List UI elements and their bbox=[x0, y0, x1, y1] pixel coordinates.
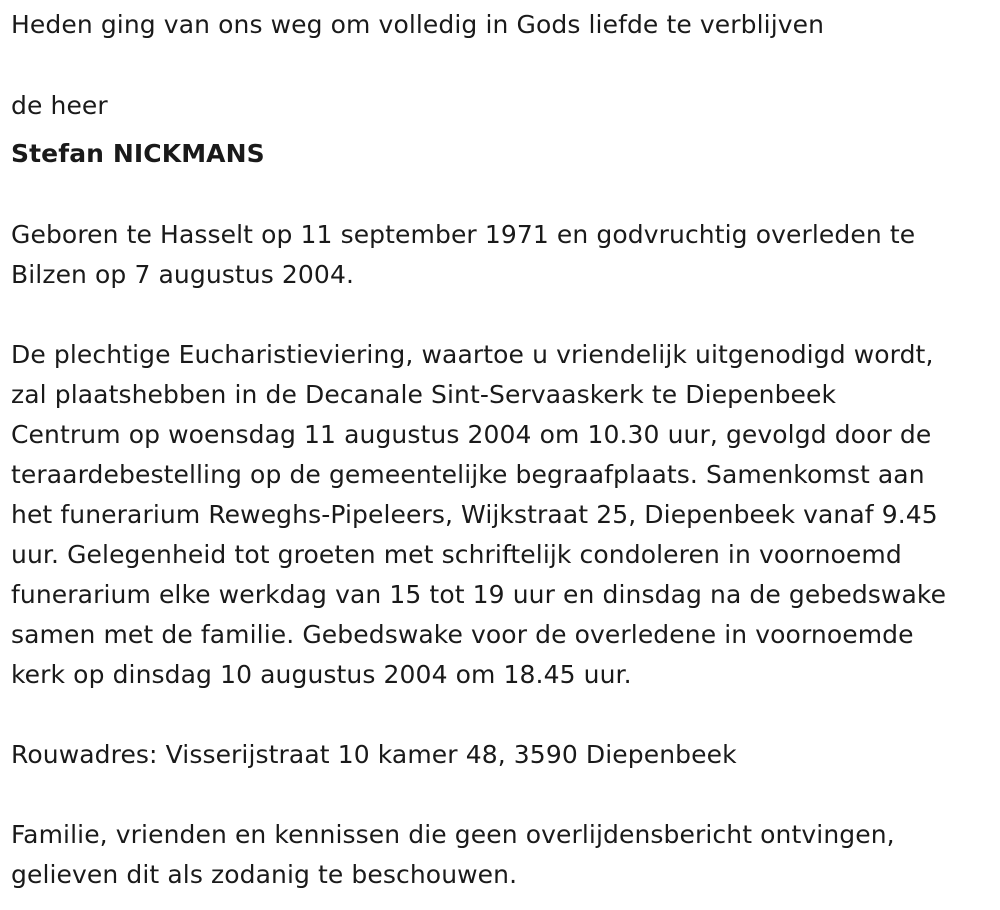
intro-text: Heden ging van ons weg om volledig in Gods liefde te verblijven bbox=[11, 10, 825, 39]
ceremony-line-1: De plechtige Eucharistieviering, waartoe u vriendelijk uitgenodigd wordt, bbox=[11, 340, 934, 369]
closing-line-1: Familie, vrienden en kennissen die geen overlijdensbericht ontvingen, bbox=[11, 820, 895, 849]
ceremony-line-5: het funerarium Reweghs-Pipeleers, Wijkstraat 25, Diepenbeek vanaf 9.45 bbox=[11, 500, 938, 529]
ceremony-line-6: uur. Gelegenheid tot groeten met schriftelijk condoleren in voornoemd bbox=[11, 540, 902, 569]
deceased-name: Stefan NICKMANS bbox=[11, 139, 265, 168]
mourning-address: Rouwadres: Visserijstraat 10 kamer 48, 3590 Diepenbeek bbox=[11, 740, 737, 769]
ceremony-line-3: Centrum op woensdag 11 augustus 2004 om 10.30 uur, gevolgd door de bbox=[11, 420, 932, 449]
ceremony-line-9: kerk op dinsdag 10 augustus 2004 om 18.45 uur. bbox=[11, 660, 632, 689]
birth-line-2: Bilzen op 7 augustus 2004. bbox=[11, 260, 354, 289]
ceremony-line-7: funerarium elke werkdag van 15 tot 19 uur en dinsdag na de gebedswake bbox=[11, 580, 947, 609]
closing-line-2: gelieven dit als zodanig te beschouwen. bbox=[11, 860, 518, 889]
title-prefix: de heer bbox=[11, 91, 108, 120]
ceremony-line-4: teraardebestelling op de gemeentelijke begraafplaats. Samenkomst aan bbox=[11, 460, 925, 489]
ceremony-line-8: samen met de familie. Gebedswake voor de overledene in voornoemde bbox=[11, 620, 914, 649]
birth-line-1: Geboren te Hasselt op 11 september 1971 en godvruchtig overleden te bbox=[11, 220, 916, 249]
ceremony-line-2: zal plaatshebben in de Decanale Sint-Servaaskerk te Diepenbeek bbox=[11, 380, 837, 409]
